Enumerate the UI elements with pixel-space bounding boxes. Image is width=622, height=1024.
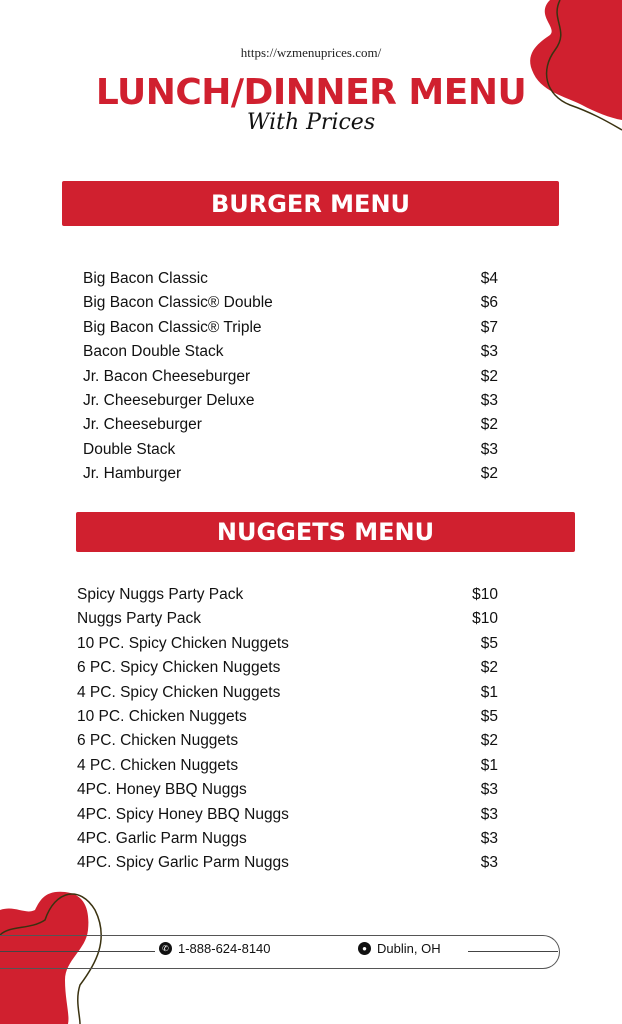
menu-item <box>83 268 498 290</box>
footer-contact-bar <box>0 935 560 969</box>
menu-item <box>77 584 498 606</box>
item-price: $5 <box>480 634 498 652</box>
item-price: $2 <box>480 465 498 483</box>
menu-item <box>83 341 498 363</box>
item-name: Bacon Double Stack <box>83 343 224 361</box>
divider <box>0 951 155 952</box>
menu-item <box>83 317 498 339</box>
nuggets-menu-header: NUGGETS MENU <box>76 512 575 552</box>
menu-item <box>77 682 498 704</box>
item-price: $1 <box>480 756 498 774</box>
item-name: Double Stack <box>83 440 176 458</box>
item-name: 6 PC. Chicken Nuggets <box>77 732 239 750</box>
menu-item <box>77 730 498 752</box>
item-name: Big Bacon Classic® Triple <box>83 318 262 336</box>
item-name: 4 PC. Spicy Chicken Nuggets <box>77 683 281 701</box>
item-price: $10 <box>472 610 498 628</box>
page-subtitle: With Prices <box>246 110 376 135</box>
item-name: 6 PC. Spicy Chicken Nuggets <box>77 659 281 677</box>
item-name: Big Bacon Classic <box>83 270 208 287</box>
item-price: $3 <box>480 805 498 823</box>
item-name: 10 PC. Chicken Nuggets <box>77 708 247 725</box>
item-name: Nuggs Party Pack <box>77 610 202 628</box>
menu-item <box>77 706 498 728</box>
item-name: Big Bacon Classic® Double <box>83 294 273 312</box>
item-price: $2 <box>480 732 498 750</box>
location-text: Dublin, OH <box>377 941 441 956</box>
burger-menu-header: BURGER MENU <box>62 181 559 226</box>
item-price: $3 <box>480 854 498 872</box>
item-price: $7 <box>480 318 498 336</box>
item-price: $1 <box>480 683 498 701</box>
menu-item <box>77 804 498 826</box>
item-name: 4 PC. Chicken Nuggets <box>77 756 239 774</box>
divider <box>468 951 558 952</box>
item-name: Jr. Cheeseburger <box>83 416 202 434</box>
menu-item <box>77 633 498 655</box>
location-pin-icon: ● <box>358 942 371 955</box>
item-name: Spicy Nuggs Party Pack <box>77 586 244 603</box>
menu-item <box>77 779 498 801</box>
menu-item <box>77 608 498 630</box>
menu-item <box>77 755 498 777</box>
item-price: $4 <box>480 270 498 287</box>
page-title: LUNCH/DINNER MENU <box>95 72 527 113</box>
menu-item <box>83 439 498 461</box>
phone-number: 1-888-624-8140 <box>178 941 271 956</box>
footer-phone <box>159 941 271 956</box>
menu-item <box>83 366 498 388</box>
item-name: 4PC. Spicy Garlic Parm Nuggs <box>77 854 289 872</box>
item-price: $3 <box>480 440 498 458</box>
item-price: $2 <box>480 367 498 385</box>
item-price: $3 <box>480 781 498 799</box>
item-name: 10 PC. Spicy Chicken Nuggets <box>77 634 289 652</box>
menu-item <box>77 852 498 874</box>
item-name: Jr. Bacon Cheeseburger <box>83 367 251 385</box>
item-name: Jr. Hamburger <box>83 465 182 483</box>
item-name: 4PC. Garlic Parm Nuggs <box>77 830 247 847</box>
menu-item <box>83 414 498 436</box>
item-name: 4PC. Honey BBQ Nuggs <box>77 781 247 799</box>
menu-item <box>83 292 498 314</box>
menu-item <box>83 390 498 412</box>
item-price: $3 <box>480 830 498 847</box>
item-name: 4PC. Spicy Honey BBQ Nuggs <box>77 805 289 823</box>
footer-location <box>358 941 441 956</box>
item-price: $10 <box>472 586 498 603</box>
menu-item <box>83 463 498 485</box>
item-price: $5 <box>480 708 498 725</box>
item-price: $3 <box>480 392 498 409</box>
phone-icon: ✆ <box>159 942 172 955</box>
menu-item <box>77 828 498 850</box>
item-name: Jr. Cheeseburger Deluxe <box>83 392 255 409</box>
item-price: $6 <box>480 294 498 312</box>
website-url: https://wzmenuprices.com/ <box>240 45 382 60</box>
item-price: $2 <box>480 659 498 677</box>
item-price: $2 <box>480 416 498 434</box>
menu-item <box>77 657 498 679</box>
item-price: $3 <box>480 343 498 361</box>
